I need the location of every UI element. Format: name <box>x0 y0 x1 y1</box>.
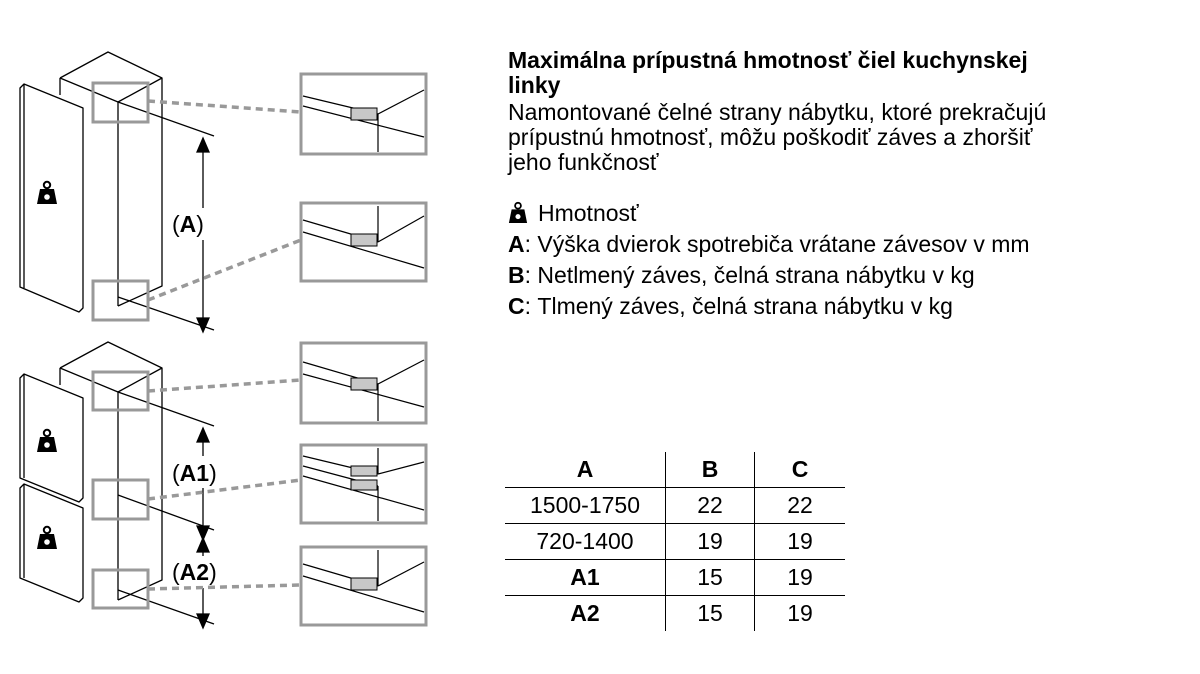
legend-row-c <box>508 291 1188 322</box>
detail-box-3 <box>301 343 426 423</box>
legend-sep-b: : <box>524 262 532 288</box>
legend-key-b: B <box>508 262 525 288</box>
detail-box-4 <box>301 445 426 523</box>
svg-text:(A1) <box>172 460 217 486</box>
description-line-3: jeho funkčnosť <box>508 149 659 175</box>
legend-sep-c: : <box>524 293 532 319</box>
dim-label-a2: A2 <box>179 559 210 585</box>
table-cell: 720-1400 <box>505 524 666 560</box>
legend-text-weight: Hmotnosť <box>538 200 639 226</box>
weight-icon <box>508 201 528 225</box>
table-header-c: C <box>755 452 846 488</box>
dim-label-a1-close: ) <box>209 460 217 486</box>
legend-key-c: C <box>508 293 525 319</box>
weight-table-wrap <box>505 452 845 631</box>
description-line-1: Namontované čelné strany nábytku, ktoré prekračujú <box>508 99 1047 125</box>
dim-label-a-open: ( <box>172 211 180 237</box>
dim-label-a1: A1 <box>179 460 210 486</box>
weight-icon <box>37 527 57 549</box>
table-cell: 15 <box>666 596 755 632</box>
svg-text:(A2) <box>172 559 217 585</box>
dim-label-a1-open: ( <box>172 460 180 486</box>
legend-row-weight <box>508 198 1188 229</box>
dim-label-a: A <box>179 211 197 237</box>
legend-sep-a: : <box>524 231 532 257</box>
callout-connectors <box>148 101 301 589</box>
detail-box-5 <box>301 547 426 625</box>
legend-text-c: Tlmený záves, čelná strana nábytku v kg <box>537 293 953 319</box>
weight-table <box>505 452 845 631</box>
dim-label-a-close: ) <box>196 211 204 237</box>
table-header-b: B <box>666 452 755 488</box>
table-cell: 19 <box>755 560 846 596</box>
table-header-row <box>505 452 845 488</box>
legend-row-a <box>508 229 1188 260</box>
description <box>508 100 1188 175</box>
dim-label-a2-close: ) <box>209 559 217 585</box>
installation-figure <box>0 0 440 674</box>
weight-icon <box>37 430 57 452</box>
table-row <box>505 596 845 632</box>
detail-box-2 <box>301 203 426 281</box>
table-header-a: A <box>505 452 666 488</box>
title-line-1: Maximálna prípustná hmotnosť čiel kuchynskej <box>508 47 1028 73</box>
table-cell: A2 <box>505 596 666 632</box>
legend <box>508 198 1188 322</box>
legend-text-a: Výška dvierok spotrebiča vrátane závesov v mm <box>537 231 1030 257</box>
table-cell: 1500-1750 <box>505 488 666 524</box>
table-cell: A1 <box>505 560 666 596</box>
table-row <box>505 560 845 596</box>
detail-box-1 <box>301 74 426 154</box>
table-cell: 22 <box>666 488 755 524</box>
table-row <box>505 524 845 560</box>
weight-icon <box>37 182 57 204</box>
legend-key-a: A <box>508 231 525 257</box>
page-title <box>508 48 1188 98</box>
title-line-2: linky <box>508 72 561 98</box>
table-cell: 22 <box>755 488 846 524</box>
table-cell: 19 <box>755 524 846 560</box>
table-cell: 19 <box>666 524 755 560</box>
table-row <box>505 488 845 524</box>
table-cell: 19 <box>787 600 813 626</box>
heading-block <box>508 48 1188 175</box>
svg-text:(A) <box>172 211 204 237</box>
legend-text-b: Netlmený záves, čelná strana nábytku v kg <box>537 262 975 288</box>
description-line-2: prípustnú hmotnosť, môžu poškodiť záves a zhoršiť <box>508 124 1033 150</box>
table-cell: 15 <box>666 560 755 596</box>
legend-row-b <box>508 260 1188 291</box>
dim-label-a2-open: ( <box>172 559 180 585</box>
